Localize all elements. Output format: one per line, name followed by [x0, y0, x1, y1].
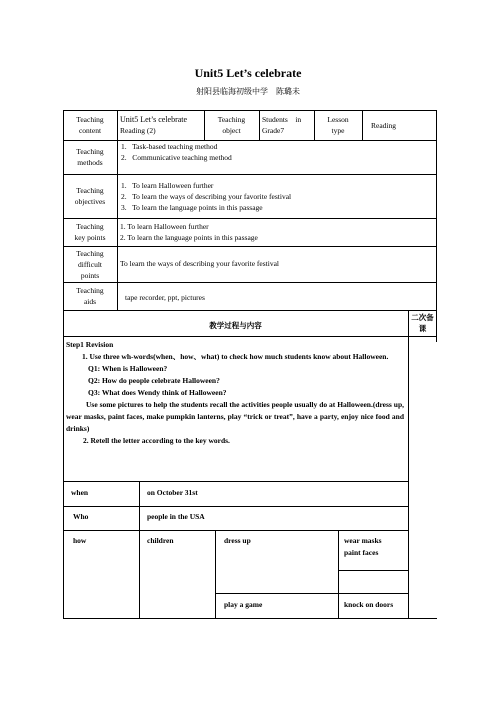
question-1: Q1: When is Halloween?	[88, 364, 168, 373]
aids-label: Teaching aids	[76, 286, 104, 306]
revision-heading: 二次备 课	[411, 313, 434, 333]
document-title: Unit5 Let’s celebrate	[194, 66, 302, 80]
knock-on-doors: knock on doors	[344, 600, 394, 609]
object-label: Teaching object	[217, 115, 246, 135]
when-label: when	[71, 488, 89, 497]
methods-label: Teaching methods	[76, 147, 104, 167]
objectives-list	[121, 180, 431, 213]
who-label: Who	[73, 512, 89, 521]
dress-up: dress up	[224, 536, 251, 545]
lesson-plan-table	[63, 110, 437, 619]
question-3: Q3: What does Wendy think of Halloween?	[88, 388, 227, 397]
difficult-points-value: To learn the ways of describing your favorite festival	[120, 259, 280, 268]
lesson-type-label: Lesson type	[327, 115, 349, 135]
step1-paragraph-2: Use some pictures to help the students recall the activities people usually do at Halloween.(dress up, wear masks, paint faces, make pumpkin lanterns, play “trick or treat”, have a party, enjoy nice food and drinks)	[66, 400, 404, 433]
objectives-label: Teaching objectives	[74, 186, 106, 206]
children-label: children	[147, 536, 174, 545]
question-2: Q2: How do people celebrate Halloween?	[88, 376, 220, 385]
step1-paragraph-1: 1. Use three wh-words(when、how、what) to check how much students know about Halloween.	[82, 352, 389, 361]
list-item: 1. To learn Halloween further	[120, 222, 209, 231]
play-a-game: play a game	[224, 600, 263, 609]
list-item: 3. To learn the language points in this passage	[121, 203, 263, 212]
lesson-type-value: Reading	[371, 121, 396, 130]
list-item: 2. Communicative teaching method	[121, 153, 232, 162]
step1-title: Step1 Revision	[66, 340, 114, 349]
who-value: people in the USA	[147, 512, 205, 521]
list-item: 1. Task-based teaching method	[121, 142, 218, 151]
methods-list	[121, 141, 431, 163]
wear-masks: wear masks	[344, 536, 382, 545]
step1-section	[66, 339, 404, 447]
when-value: on October 31st	[147, 488, 198, 497]
key-points-label: Teaching key points	[74, 222, 106, 242]
list-item: 2. To learn the ways of describing your favorite festival	[121, 192, 292, 201]
step1-paragraph-3: 2. Retell the letter according to the key words.	[83, 436, 230, 445]
paint-faces: paint faces	[344, 548, 379, 557]
students-value: Students in Grade7	[262, 115, 302, 135]
how-label: how	[73, 536, 87, 545]
content-value: Unit5 Let’s celebrate Reading (2)	[120, 115, 188, 135]
aids-value: tape recorder, ppt, pictures	[125, 293, 205, 302]
content-label: Teaching content	[76, 115, 104, 135]
process-heading: 教学过程与内容	[209, 321, 262, 330]
key-points-list	[120, 221, 430, 243]
list-item: 2. To learn the language points in this passage	[120, 233, 258, 242]
document-author: 射阳县临海初级中学 陈璐未	[196, 87, 300, 96]
list-item: 1. To learn Halloween further	[121, 181, 214, 190]
difficult-points-label: Teaching difficult points	[76, 249, 104, 280]
